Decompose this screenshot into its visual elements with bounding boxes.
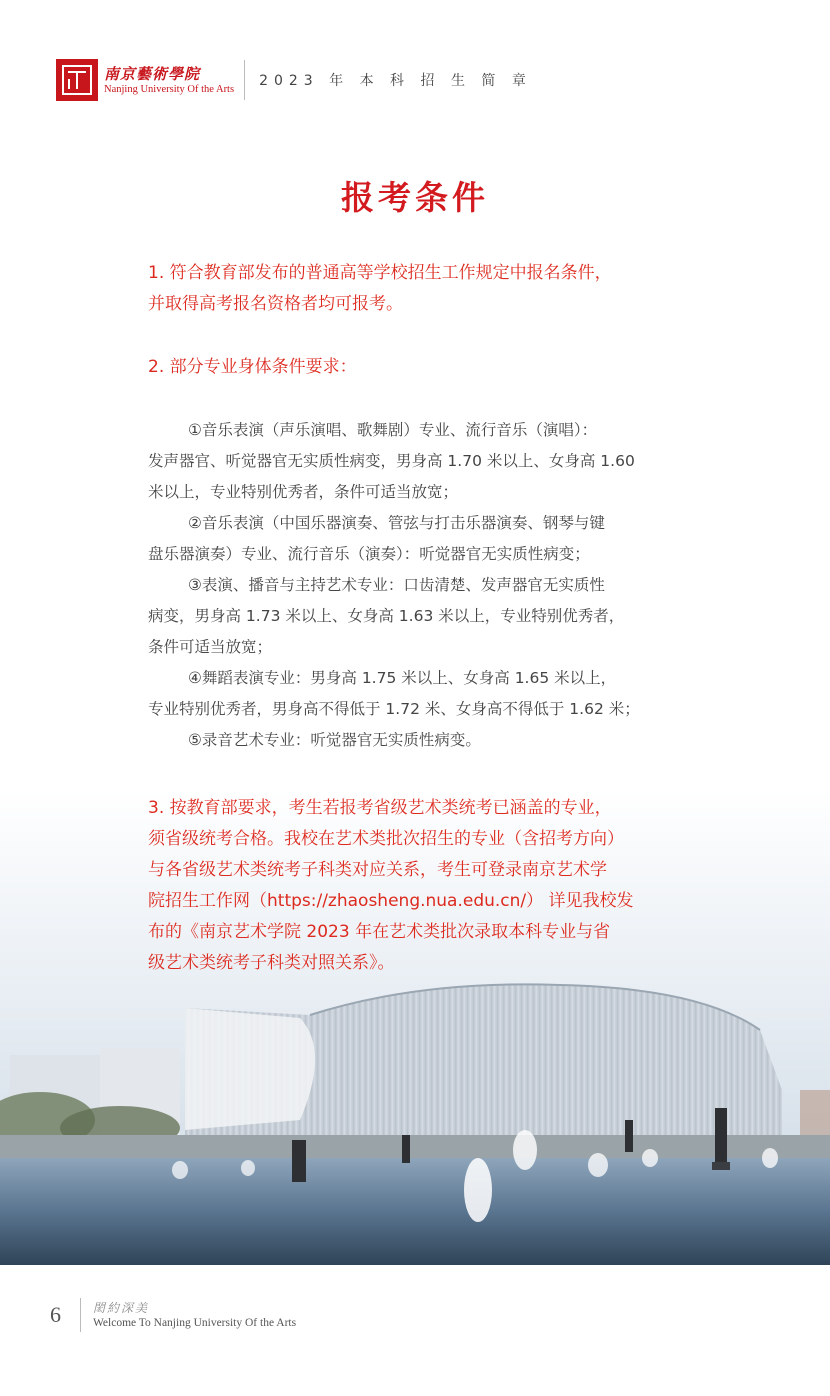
requirement-line: ②音乐表演（中国乐器演奏、管弦与打击乐器演奏、钢琴与键 (188, 514, 605, 532)
section-3-line: 须省级统考合格。我校在艺术类批次招生的专业（含招考方向） (148, 829, 624, 849)
footer-welcome: Welcome To Nanjing University Of the Arts (93, 1316, 297, 1329)
page-footer (50, 1298, 296, 1332)
page-header (56, 58, 532, 102)
header-title: 2023 年 本 科 招 生 简 章 (259, 73, 532, 89)
requirement-line: 盘乐器演奏）专业、流行音乐（演奏）：听觉器官无实质性病变； (148, 545, 590, 563)
requirement-line: ①音乐表演（声乐演唱、歌舞剧）专业、流行音乐（演唱）： (188, 421, 598, 439)
requirement-line: ③表演、播音与主持艺术专业：口齿清楚、发声器官无实质性 (188, 576, 605, 594)
requirement-line: 米以上，专业特别优秀者，条件可适当放宽； (148, 483, 459, 501)
university-logo-icon (56, 59, 98, 101)
page-number: 6 (50, 1302, 61, 1327)
section-3-line: 3. 按教育部要求，考生若报考省级艺术类统考已涵盖的专业， (148, 798, 612, 818)
logo-chinese-name: 南京藝術學院 (104, 64, 201, 83)
section-2-heading: 2. 部分专业身体条件要求： (148, 357, 357, 377)
requirement-line: 病变，男身高 1.73 米以上、女身高 1.63 米以上，专业特别优秀者， (148, 607, 625, 625)
section-3 (148, 793, 708, 979)
section-3-line: 院招生工作网（https://zhaosheng.nua.edu.cn/） 详见我校发 (148, 891, 634, 911)
footer-divider (80, 1298, 81, 1332)
section-3-line: 级艺术类统考子科类对照关系》。 (148, 953, 395, 973)
requirement-line: 条件可适当放宽； (148, 638, 273, 656)
section-1-line: 并取得高考报名资格者均可报考。 (148, 294, 403, 314)
section-1-line: 1. 符合教育部发布的普通高等学校招生工作规定中报名条件， (148, 263, 612, 283)
requirement-line: 发声器官、听觉器官无实质性病变，男身高 1.70 米以上、女身高 1.60 (148, 452, 635, 470)
page-title: 报考条件 (341, 178, 489, 217)
section-3-line: 与各省级艺术类统考子科类对应关系，考生可登录南京艺术学 (148, 860, 607, 880)
section-1 (148, 258, 708, 320)
requirement-line: 专业特别优秀者，男身高不得低于 1.72 米、女身高不得低于 1.62 米； (148, 700, 640, 718)
logo-english-name: Nanjing University Of the Arts (104, 83, 235, 95)
footer-motto: 閎約深美 (93, 1300, 150, 1315)
logo-text (104, 65, 234, 96)
header-divider (244, 60, 245, 100)
requirement-line: ⑤录音艺术专业：听觉器官无实质性病变。 (188, 731, 481, 749)
section-3-line: 布的《南京艺术学院 2023 年在艺术类批次录取本科专业与省 (148, 922, 611, 942)
section-2-body (148, 415, 708, 756)
footer-text (93, 1301, 296, 1330)
requirement-line: ④舞蹈表演专业：男身高 1.75 米以上、女身高 1.65 米以上， (188, 669, 617, 687)
